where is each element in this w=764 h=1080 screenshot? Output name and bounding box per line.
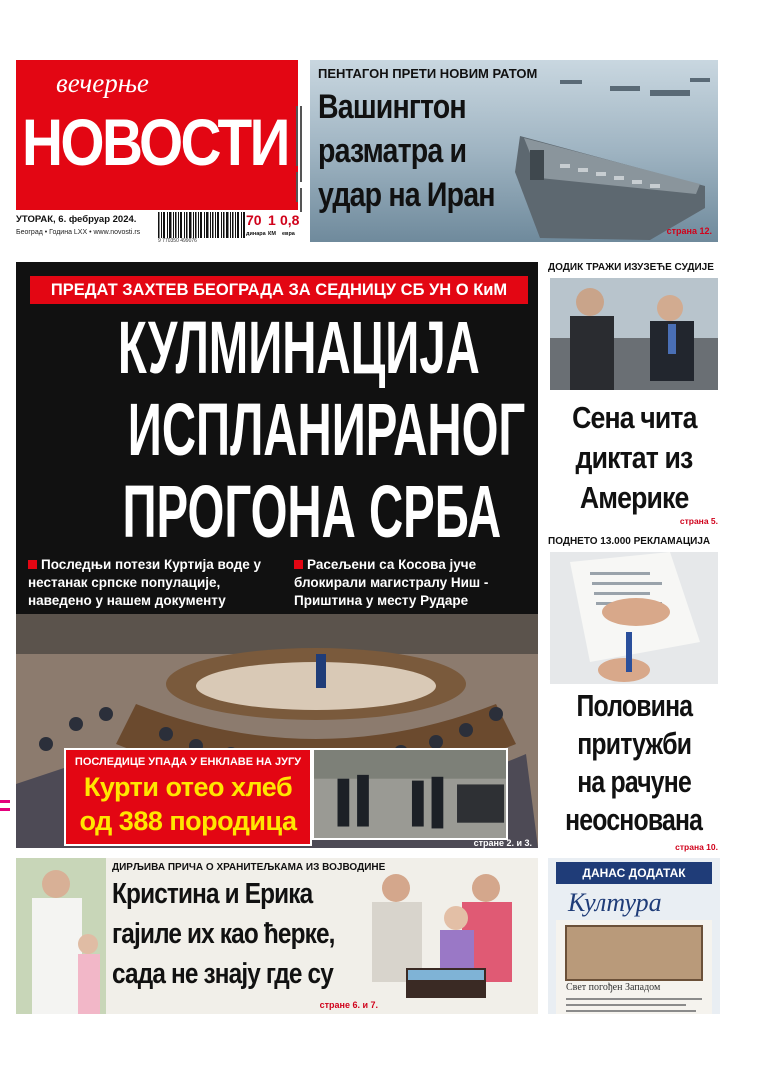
price-value: 0,8 — [280, 212, 300, 228]
barcode-icon — [158, 212, 246, 238]
right-story-1-headline-line: Америке — [579, 480, 689, 515]
logo-small-text: вечерње — [56, 68, 149, 98]
top-story-headline-line: Вашингтон — [318, 88, 466, 126]
culture-supplement[interactable] — [548, 858, 720, 1014]
main-story-kicker: ПРЕДАТ ЗАХТЕВ БЕОГРАДА ЗА СЕДНИЦУ СБ УН О КиМ — [30, 276, 528, 304]
bottom-story-headline-line: гајиле их као ћерке, — [112, 918, 335, 950]
right-story-2-headline-line: Половина — [576, 688, 692, 723]
supplement-cover-image — [556, 920, 712, 1014]
bills-complaint-photo[interactable] — [550, 552, 718, 684]
top-story-headline-line: удар на Иран — [318, 176, 495, 214]
right-story-2-headline-line: притужби — [576, 726, 691, 761]
right-story-1-headline-line: Сена чита — [571, 400, 697, 435]
main-headline-text: ИСПЛАНИРАНОГ — [127, 388, 526, 471]
top-story-kicker: ПЕНТАГОН ПРЕТИ НОВИМ РАТОМ — [318, 66, 538, 81]
bottom-story-page-ref: стране 6. и 7. — [319, 1000, 378, 1010]
main-bullet-left — [28, 556, 276, 610]
masthead-logo[interactable] — [16, 60, 298, 210]
bullet-text: Последњи потези Куртија воде у нестанак српске популације, наведено у нашем документу — [28, 557, 262, 608]
police-photo — [312, 748, 508, 840]
bottom-story-kicker: ДИРЉИВА ПРИЧА О ХРАНИТЕЉКАМА ИЗ ВОЈВОДИНЕ — [112, 862, 386, 873]
main-headline-line — [16, 390, 538, 470]
bottom-story-headline-line: Кристина и Ерика — [112, 878, 313, 910]
top-story[interactable] — [310, 60, 718, 242]
right-story-1-headline-line: диктат из — [575, 440, 693, 475]
price-currency: динара — [246, 231, 266, 237]
print-registration-mark — [0, 800, 10, 820]
bottom-story[interactable] — [16, 858, 538, 1014]
sub-story-headline-line: од 388 породица — [79, 806, 297, 836]
supplement-kicker: ДАНАС ДОДАТАК — [556, 862, 712, 884]
politicians-photo[interactable] — [550, 278, 718, 390]
supplement-title: Култура — [568, 888, 662, 917]
right-story-2-kicker: ПОДНЕТО 13.000 РЕКЛАМАЦИЈА — [548, 536, 711, 547]
right-story-2-headline-line: неоснована — [565, 802, 703, 837]
right-story-2-headline-line: на рачуне — [577, 764, 691, 799]
bullet-square-icon — [28, 560, 37, 569]
main-headline-text: КУЛМИНАЦИЈА — [117, 306, 480, 389]
main-headline-text: ПРОГОНА СРБА — [122, 470, 502, 553]
top-story-headline-line: разматра и — [318, 132, 467, 170]
bullet-text: Расељени са Косова јуче блокирали магистралу Ниш - Приштина у месту Рударе — [294, 557, 489, 608]
main-bullet-right — [294, 556, 538, 610]
main-headline-line — [16, 472, 538, 552]
sub-story-kicker: ПОСЛЕДИЦЕ УПАДА У ЕНКЛАВЕ НА ЈУГУ — [74, 756, 302, 768]
right-story-1-page-ref: страна 5. — [679, 516, 718, 526]
top-story-page-ref: страна 12. — [666, 226, 712, 236]
sub-story-headline-line: Курти отео хлеб — [83, 772, 293, 802]
vertical-fineprint-decoration — [294, 60, 306, 240]
price-value: 70 — [246, 212, 262, 228]
bullet-square-icon — [294, 560, 303, 569]
sub-story-box[interactable] — [64, 748, 312, 846]
price-currency: КМ — [268, 231, 276, 237]
price-block — [246, 212, 300, 242]
bottom-story-headline-line: сада не знају где су — [112, 958, 333, 990]
right-story-1-kicker: ДОДИК ТРАЖИ ИЗУЗЕЋЕ СУДИЈЕ — [548, 262, 714, 273]
logo-big-text: НОВОСТИ — [22, 105, 288, 179]
right-story-2-page-ref: страна 10. — [675, 842, 718, 852]
barcode-number: 9 770350 499076 — [158, 238, 197, 244]
issue-city-line: Београд • Година LXX • www.novosti.rs — [16, 229, 141, 236]
issue-date: УТОРАК, 6. фебруар 2024. — [16, 214, 137, 225]
main-headline-line — [16, 308, 538, 388]
main-story[interactable] — [16, 262, 538, 848]
main-story-page-ref: стране 2. и 3. — [473, 838, 532, 848]
price-value: 1 — [268, 212, 276, 228]
price-currency: евра — [282, 231, 295, 237]
supplement-inner-text: Свет погођен Западом — [566, 982, 661, 993]
